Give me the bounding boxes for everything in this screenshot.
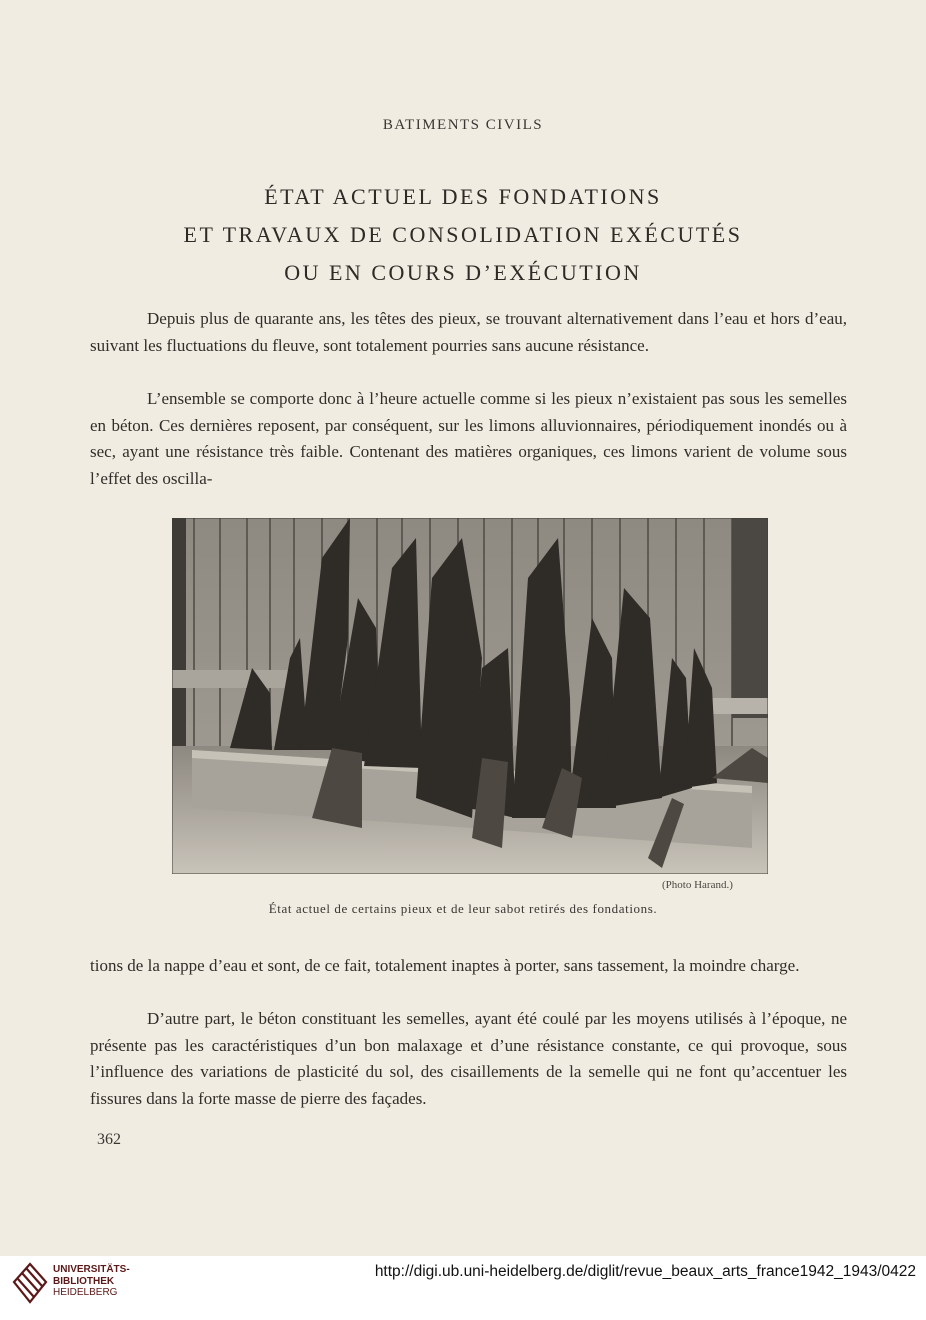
title-line-2: ET TRAVAUX DE CONSOLIDATION EXÉCUTÉS [183, 222, 743, 247]
running-head: BATIMENTS CIVILS [382, 117, 544, 133]
library-name-line-3: HEIDELBERG [53, 1287, 118, 1298]
article-title [0, 178, 926, 292]
library-name-line-2: BIBLIOTHEK [53, 1275, 115, 1287]
title-line-1: ÉTAT ACTUEL DES FONDATIONS [264, 184, 662, 209]
library-name-line-1: UNIVERSITÄTS- [53, 1264, 130, 1275]
paragraph-3: tions de la nappe d’eau et sont, de ce fait, totalement inaptes à porter, sans tassement, la moindre charge. [90, 956, 800, 975]
photo-caption: État actuel de certains pieux et de leur sabot retirés des fondations. [268, 901, 658, 916]
title-line-3: OU EN COURS D’EXÉCUTION [284, 260, 642, 285]
photograph-piles [172, 518, 768, 874]
source-url-link[interactable]: http://digi.ub.uni-heidelberg.de/diglit/revue_beaux_arts_france1942_1943/0422 [374, 1263, 916, 1280]
library-name [53, 1264, 130, 1299]
page-number: 362 [97, 1131, 121, 1148]
paragraph-1: Depuis plus de quarante ans, les têtes des pieux, se trouvant alternativement dans l’eau et hors d’eau, suivant les fluctuations du fleuve, sont totalement pourries sans aucune résistance. [90, 309, 847, 355]
paragraph-2: L’ensemble se comporte donc à l’heure actuelle comme si les pieux n’existaient pas sous les semelles en béton. Ces dernières reposent, par conséquent, sur les limons alluvionnaires, périodiquement inondés ou à sec, ayant une résistance très faible. Contenant des matières organiques, ces limons varient de volume sous l’effet des oscilla- [90, 389, 847, 488]
photo-credit: (Photo Harand.) [662, 879, 733, 891]
paragraph-4: D’autre part, le béton constituant les semelles, ayant été coulé par les moyens utilisés à l’époque, ne présente pas les caractéristiques d’un bon malaxage et d’une résistance constante, ce qui provoque, sous l’influence des variations de plasticité du sol, des cisaillements de la semelle qui ne font qu’accentuer les fissures dans la forte masse de pierre des façades. [90, 1009, 847, 1108]
university-library-logo-icon [10, 1261, 50, 1305]
photo-illustration [172, 518, 768, 874]
